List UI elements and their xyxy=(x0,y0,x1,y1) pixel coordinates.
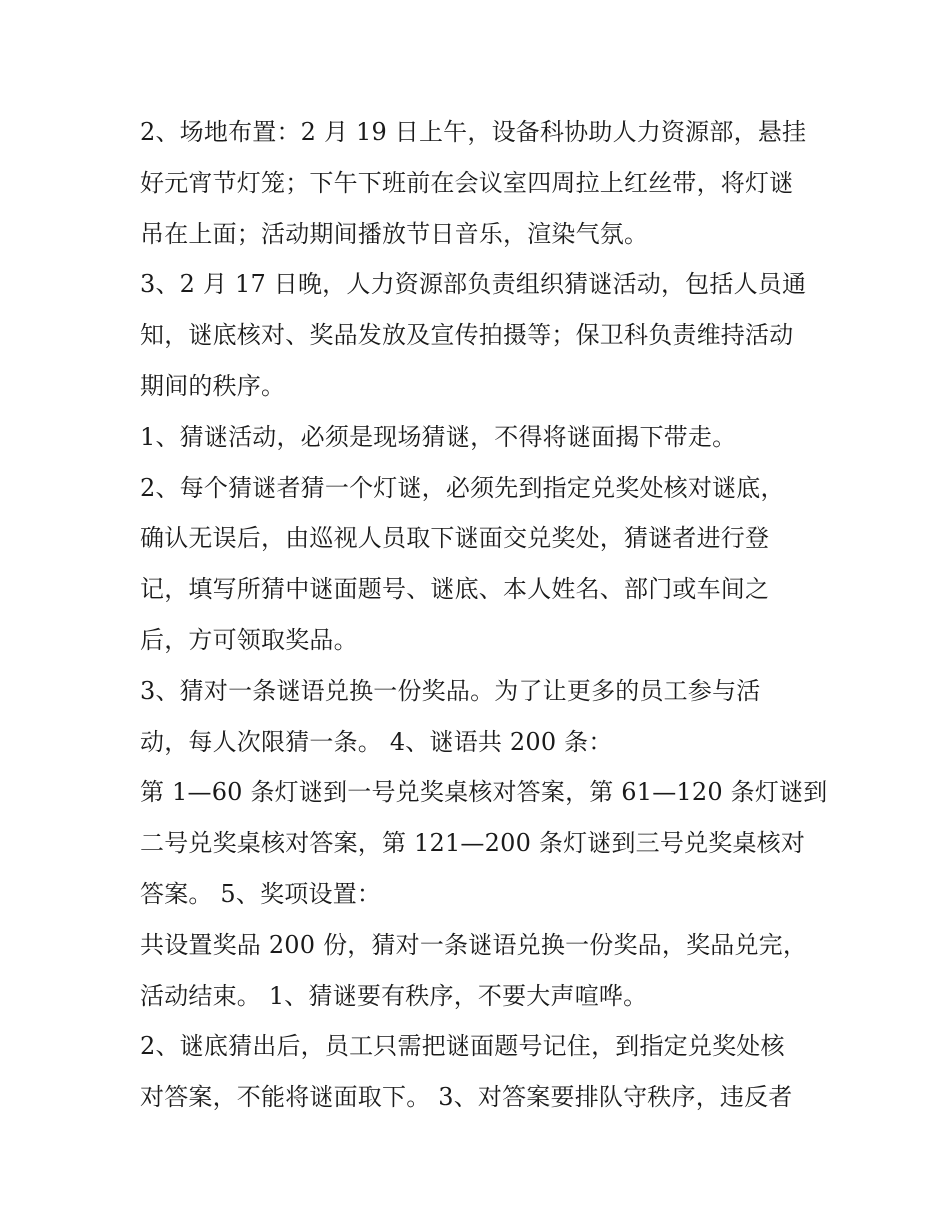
paragraph-venue-setup xyxy=(140,107,820,259)
text-line: 确认无误后，由巡视人员取下谜面交兑奖处，猜谜者进行登 xyxy=(140,524,770,553)
text-line: 共设置奖品 200 份，猜对一条谜语兑换一份奖品，奖品兑完， xyxy=(140,930,808,959)
paragraph-organization xyxy=(140,259,820,411)
text-line: 1、猜谜活动，必须是现场猜谜，不得将谜面揭下带走。 xyxy=(140,422,737,451)
text-line: 期间的秩序。 xyxy=(140,371,286,400)
text-line: 2、谜底猜出后，员工只需把谜面题号记住，到指定兑奖处核 xyxy=(140,1032,785,1061)
text-line: 3、猜对一条谜语兑换一份奖品。为了让更多的员工参与活 xyxy=(140,676,761,705)
paragraph-rule-3 xyxy=(140,666,820,768)
text-line: 3、2 月 17 日晚，人力资源部负责组织猜谜活动，包括人员通 xyxy=(140,270,807,299)
paragraph-prizes xyxy=(140,920,820,1022)
text-line: 2、每个猜谜者猜一个灯谜，必须先到指定兑奖处核对谜底， xyxy=(140,473,785,502)
text-line: 对答案，不能将谜面取下。 3、对答案要排队守秩序，违反者 xyxy=(140,1083,793,1112)
text-line: 知，谜底核对、奖品发放及宣传拍摄等；保卫科负责维持活动 xyxy=(140,321,794,350)
text-line: 二号兑奖桌核对答案，第 121—200 条灯谜到三号兑奖桌核对 xyxy=(140,829,806,858)
text-line: 2、场地布置：2 月 19 日上午，设备科协助人力资源部，悬挂 xyxy=(140,118,807,146)
text-line: 动，每人次限猜一条。 4、谜语共 200 条： xyxy=(140,727,613,756)
text-line: 记，填写所猜中谜面题号、谜底、本人姓名、部门或车间之 xyxy=(140,575,770,604)
document-body xyxy=(140,107,828,1123)
text-line: 吊在上面；活动期间播放节日音乐，渲染气氛。 xyxy=(140,219,649,248)
text-line: 好元宵节灯笼；下午下班前在会议室四周拉上红丝带，将灯谜 xyxy=(140,168,794,197)
text-line: 活动结束。 1、猜谜要有秩序，不要大声喧哗。 xyxy=(140,981,648,1010)
text-line: 答案。 5、奖项设置： xyxy=(140,879,382,908)
text-line: 后，方可领取奖品。 xyxy=(140,625,358,654)
paragraph-riddle-desks xyxy=(140,767,828,919)
paragraph-notes xyxy=(140,1021,820,1123)
text-line: 第 1—60 条灯谜到一号兑奖桌核对答案，第 61—120 条灯谜到 xyxy=(140,778,828,807)
paragraph-rule-2 xyxy=(140,463,820,666)
paragraph-rule-1 xyxy=(140,412,820,463)
